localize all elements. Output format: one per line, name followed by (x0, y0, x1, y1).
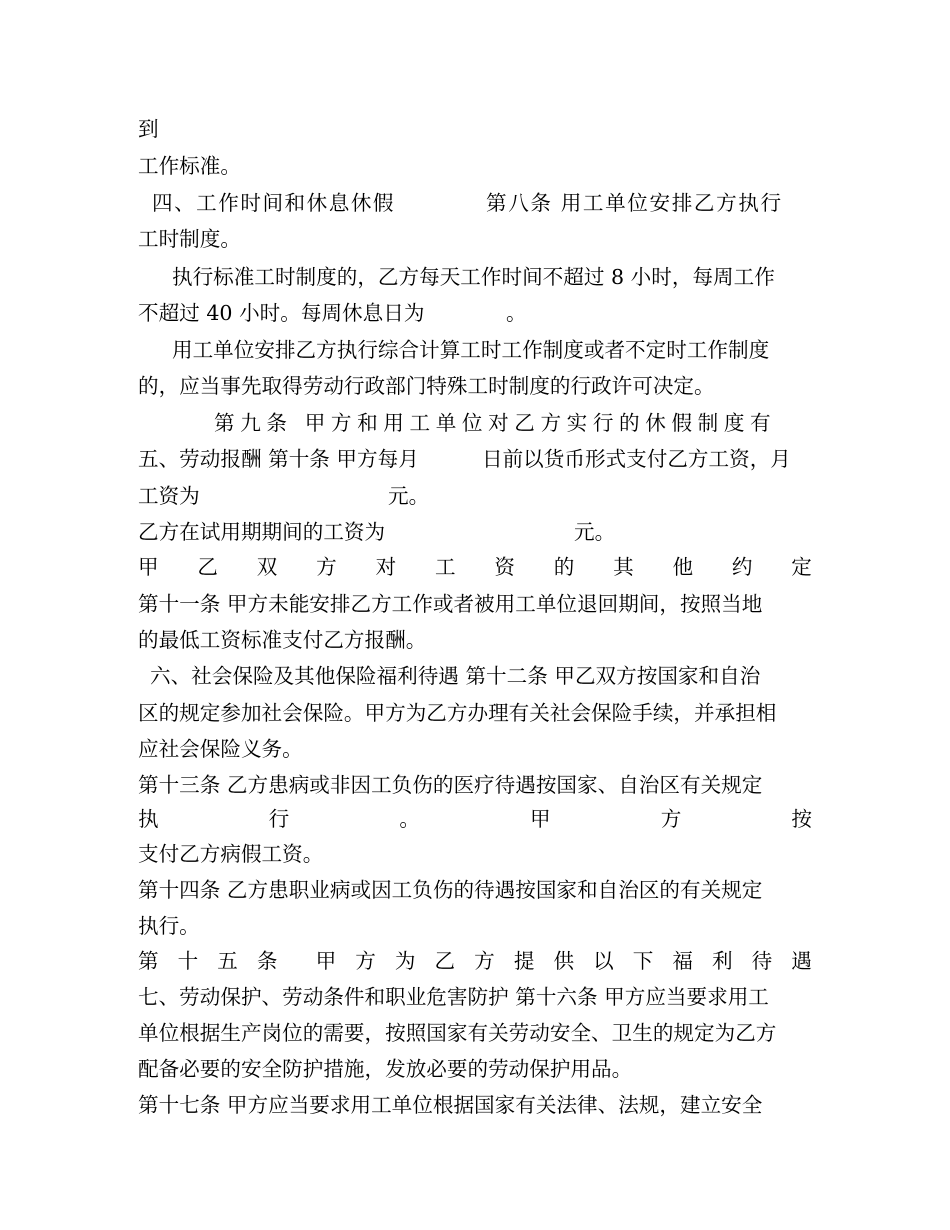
text-line: 工作标准。 (138, 154, 241, 178)
text-line: 支付乙方病假工资。 (138, 842, 324, 866)
section-heading-6: 六、社会保险及其他保险福利待遇 第十二条 甲乙双方按国家和自治 (150, 664, 761, 688)
text-line: 的最低工资标准支付乙方报酬。 (138, 628, 427, 652)
justified-line: 甲 乙 双 方 对 工 资 的 其 他 约 定 (138, 555, 812, 579)
text-line (138, 478, 812, 514)
justified-line: 执 行 。 甲 方 按 (138, 807, 812, 831)
article-14: 第十四条 乙方患职业病或因工负伤的待遇按国家和自治区的有关规定 (138, 878, 763, 902)
article-17: 第十七条 甲方应当要求用工单位根据国家有关法律、法规，建立安全 (138, 1093, 763, 1117)
text-line: 执行标准工时制度的，乙方每天工作时间不超过 8 小时，每周工作 (172, 265, 775, 289)
probation-wage-label: 乙方在试用期期间的工资为 (138, 520, 386, 544)
rest-day-label: 不超过 40 小时。每周休息日为 (138, 301, 425, 325)
text-line: 单位根据生产岗位的需要，按照国家有关劳动安全、卫生的规定为乙方 (138, 1021, 777, 1045)
text-line: 应社会保险义务。 (138, 737, 303, 761)
text-line (138, 514, 812, 550)
article-15: 第 十 五 条 甲 方 为 乙 方 提 供 以 下 福 利 待 遇 (138, 949, 812, 973)
text-line: 执行。 (138, 914, 200, 938)
text-line (138, 185, 812, 221)
section-heading-5: 五、劳动报酬 第十条 甲方每月 (138, 447, 419, 471)
text-line: 区的规定参加社会保险。甲方为乙方办理有关社会保险手续，并承担相 (138, 701, 777, 725)
text-line (138, 441, 812, 477)
section-heading-4: 四、工作时间和休息休假 (152, 191, 396, 215)
text-line: 到 (138, 117, 159, 141)
text-line: 的，应当事先取得劳动行政部门特殊工时制度的行政许可决定。 (138, 374, 715, 398)
text-line (138, 295, 812, 331)
article-13: 第十三条 乙方患病或非因工负伤的医疗待遇按国家、自治区有关规定 (138, 773, 763, 797)
section-heading-7: 七、劳动保护、劳动条件和职业危害防护 第十六条 甲方应当要求用工 (138, 985, 769, 1009)
punctuation: 。 (506, 301, 527, 325)
text-line: 配备必要的安全防护措施，发放必要的劳动保护用品。 (138, 1057, 633, 1081)
text-line: 工时制度。 (138, 227, 241, 251)
article-9: 第九条 甲方和用工单位对乙方实行的休假制度有 (214, 411, 777, 435)
article-10-cont: 日前以货币形式支付乙方工资，月 (482, 447, 791, 471)
unit-yuan: 元。 (574, 520, 616, 544)
article-11: 第十一条 甲方未能安排乙方工作或者被用工单位退回期间，按照当地 (138, 592, 763, 616)
wage-label: 工资为 (138, 484, 200, 508)
unit-yuan: 元。 (388, 484, 430, 508)
article-8: 第八条 用工单位安排乙方执行 (486, 191, 783, 215)
text-line: 用工单位安排乙方执行综合计算工时工作制度或者不定时工作制度 (172, 338, 770, 362)
